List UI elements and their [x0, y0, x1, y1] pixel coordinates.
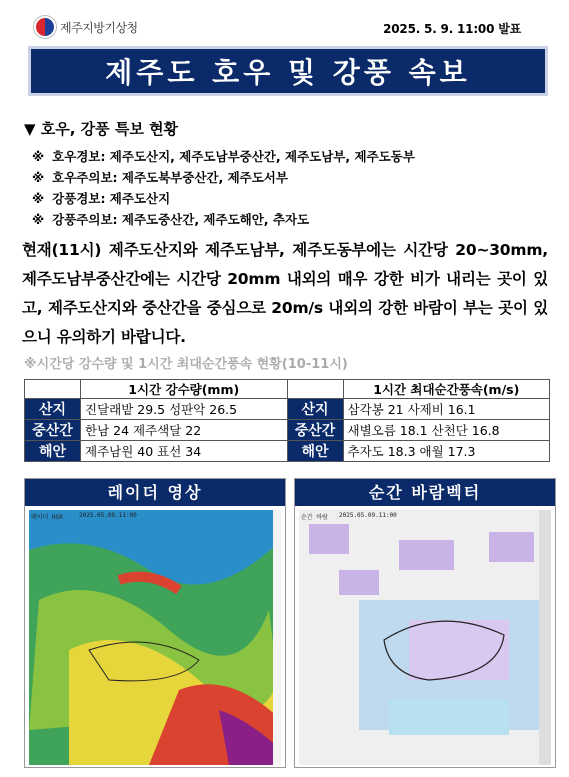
title-banner [28, 46, 548, 96]
advisory-list [32, 146, 415, 230]
wind-corner-label: 순간 바람 [301, 514, 328, 521]
rain-cell: 진달래밭 29.5 성판악 26.5 [81, 399, 288, 420]
table-row [25, 399, 550, 420]
advisory-item: ※ 호우주의보: 제주도북부중산간, 제주도서부 [32, 167, 415, 188]
issue-time: 2025. 5. 9. 11:00 발표 [383, 22, 521, 36]
agency-name: 제주지방기상청 [60, 20, 138, 35]
region-label: 중산간 [25, 420, 81, 441]
advisory-item: ※ 강풍주의보: 제주도중산간, 제주도해안, 추자도 [32, 209, 415, 230]
wind-timestamp: 2025.05.09.11:00 [339, 512, 397, 519]
rain-header: 1시간 강수량(mm) [81, 380, 288, 399]
wind-cell: 새별오름 18.1 산천단 16.8 [343, 420, 550, 441]
wind-header: 1시간 최대순간풍속(m/s) [343, 380, 550, 399]
blank-cell [25, 380, 81, 399]
radar-image [29, 510, 281, 765]
agency-logo [34, 16, 138, 38]
table-caption: ※시간당 강수량 및 1시간 최대순간풍속 현황(10-11시) [24, 357, 348, 372]
table-header-row [25, 380, 550, 399]
status-heading: ▼ 호우, 강풍 특보 현황 [24, 120, 179, 138]
taeguk-emblem-icon [34, 16, 56, 38]
rain-cell: 한남 24 제주색달 22 [81, 420, 288, 441]
region-label: 중산간 [287, 420, 343, 441]
wind-cell: 삼각봉 21 사제비 16.1 [343, 399, 550, 420]
wind-cell: 추자도 18.3 애월 17.3 [343, 441, 550, 462]
wind-title: 순간 바람벡터 [295, 479, 555, 506]
table-row [25, 420, 550, 441]
region-label: 해안 [25, 441, 81, 462]
wind-vector-image [299, 510, 551, 765]
radar-corner-label: 레이더 HSR [31, 514, 63, 521]
radar-title: 레이더 영상 [25, 479, 285, 506]
table-row [25, 441, 550, 462]
wind-panel [294, 478, 556, 768]
region-label: 해안 [287, 441, 343, 462]
region-label: 산지 [287, 399, 343, 420]
header [18, 14, 551, 44]
summary-paragraph: 현재(11시) 제주도산지와 제주도남부, 제주도동부에는 시간당 20~30mm, 제주도남부중산간에는 시간당 20mm 내외의 매우 강한 비가 내리는 곳이 있고, 제주도산지와 중산간을 중심으로 20m/s 내외의 강한 바람이 부는 곳이 있으니 유의하기 바랍니다. [22, 241, 548, 346]
radar-panel [24, 478, 286, 768]
blank-cell [287, 380, 343, 399]
region-label: 산지 [25, 399, 81, 420]
rain-cell: 제주남원 40 표선 34 [81, 441, 288, 462]
advisory-item: ※ 강풍경보: 제주도산지 [32, 188, 415, 209]
observation-table [24, 379, 550, 462]
radar-map-graphic [29, 510, 281, 765]
advisory-item: ※ 호우경보: 제주도산지, 제주도남부중산간, 제주도남부, 제주도동부 [32, 146, 415, 167]
wind-map-graphic [299, 510, 551, 765]
page-title: 제주도 호우 및 강풍 속보 [105, 56, 471, 89]
radar-timestamp: 2025.05.09.11:00 [79, 512, 137, 519]
